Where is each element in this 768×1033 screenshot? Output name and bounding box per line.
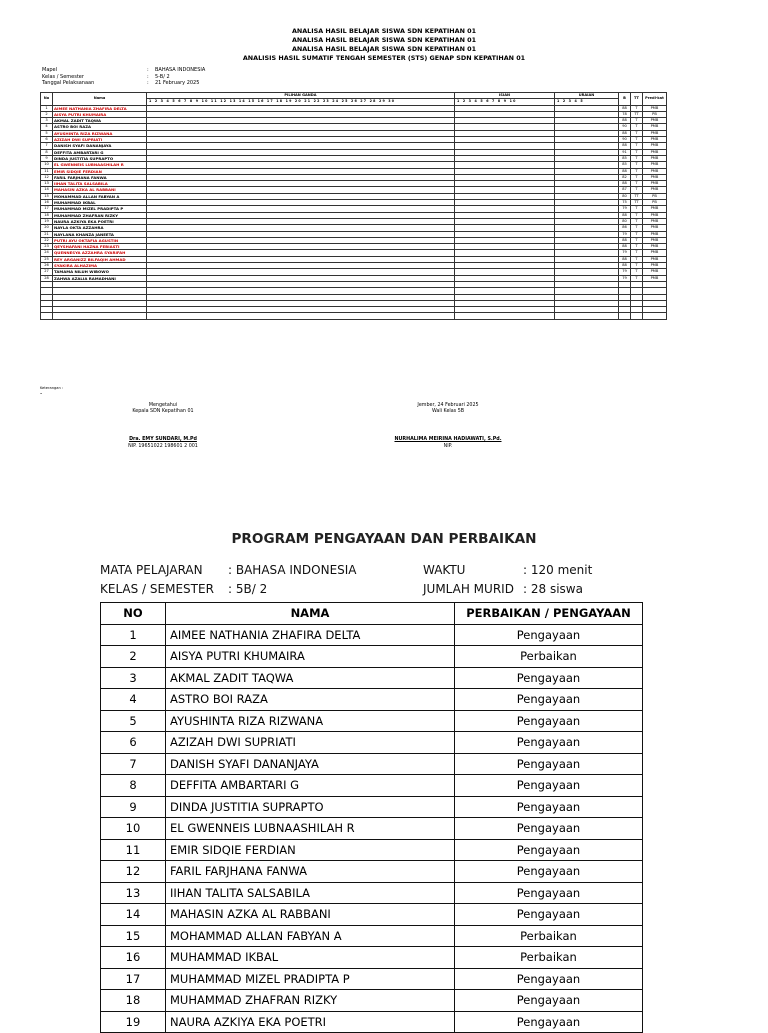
grid-cell-b: 75 (619, 200, 631, 206)
grid-cell-pred: PMB (643, 155, 667, 161)
program-cell-nama: AKMAL ZADIT TAQWA (166, 667, 455, 689)
program-cell-pp: Perbaikan (455, 925, 643, 947)
meta-row: Tanggal Pelaksanaan : 21 February 2025 (42, 80, 200, 87)
grid-summary-cell (643, 313, 667, 319)
sheet-titles (0, 27, 768, 63)
grid-cell-nama: MOHAMMAD ALLAN FABYAN A (53, 193, 147, 199)
grid-cell-no: 15 (41, 193, 53, 199)
grid-cell-pred: PMB (643, 118, 667, 124)
col-uraian-header: URAIAN (555, 93, 619, 99)
signature-left (118, 403, 208, 450)
grid-cell-nama: EL GWENNEIS LUBNAASHILAH R (53, 162, 147, 168)
grid-cell-pred: PMB (643, 124, 667, 130)
jumlah-value: : 28 siswa (523, 582, 583, 596)
grid-cell-nama: NAYLA OKTA AZZAHRA (53, 225, 147, 231)
program-cell-no: 8 (101, 775, 166, 797)
grid-cell-tt: T (631, 124, 643, 130)
program-cell-no: 1 (101, 624, 166, 646)
grid-cell-b: 82 (619, 174, 631, 180)
grid-cell-no: 11 (41, 168, 53, 174)
grid-cell-b: 88 (619, 143, 631, 149)
sheet-title-1: ANALISA HASIL BELAJAR SISWA SDN KEPATIHAN 01 (291, 27, 477, 35)
grid-cell-pred: PMB (643, 187, 667, 193)
grid-cell-tt: T (631, 263, 643, 269)
meta-label: Tanggal Pelaksanaan (42, 80, 95, 87)
grid-cell-nama: EMIR SIDQIE FERDIAN (53, 168, 147, 174)
program-cell-nama: AYUSHINTA RIZA RIZWANA (166, 710, 455, 732)
grid-cell-nama: AYUSHINTA RIZA RIZWANA (53, 130, 147, 136)
col-no-header: No (41, 93, 53, 106)
grid-summary-cell (631, 313, 643, 319)
sign-right-line1: Jember, 24 Februari 2025 (417, 403, 479, 408)
grid-cell-b: 88 (619, 244, 631, 250)
program-cell-no: 15 (101, 925, 166, 947)
program-table (100, 602, 643, 1033)
grid-cell-tt: T (631, 130, 643, 136)
grid-cell-nama: PUTRI AYU OKTAFIA AGUSTIN (53, 237, 147, 243)
program-cell-nama: MUHAMMAD IKBAL (166, 947, 455, 969)
grid-cell-b: 88 (619, 130, 631, 136)
sheet-title-2: ANALISA HASIL BELAJAR SISWA SDN KEPATIHAN 01 (291, 36, 477, 44)
program-cell-no: 19 (101, 1011, 166, 1033)
grid-cell-no: 22 (41, 237, 53, 243)
grid-cell-tt: T (631, 218, 643, 224)
grid-summary-cell (555, 313, 619, 319)
meta-label: Mapel (42, 67, 58, 73)
grid-cell-tt: TT (631, 200, 643, 206)
grid-cell-nama: MAHASIN AZKA AL RABBANI (53, 187, 147, 193)
program-cell-pp: Pengayaan (455, 624, 643, 646)
signature-right (393, 403, 503, 450)
grid-cell-tt: T (631, 149, 643, 155)
program-row (101, 689, 643, 711)
grid-cell-pred: PMB (643, 237, 667, 243)
program-row (101, 667, 643, 689)
grid-cell-pred: PMB (643, 168, 667, 174)
grid-cell-tt: T (631, 143, 643, 149)
grid-cell-nama: MUHAMMAD ZHAFRAN RIZKY (53, 212, 147, 218)
waktu-info (423, 563, 592, 577)
grid-cell-nama: AISYA PUTRI KHUMAIRA (53, 111, 147, 117)
grid-cell-b: 90 (619, 124, 631, 130)
grid-cell-no: 2 (41, 111, 53, 117)
grid-cell-tt: TT (631, 111, 643, 117)
jumlah-label: JUMLAH MURID (423, 582, 514, 596)
score-grid (40, 92, 666, 380)
program-cell-nama: ASTRO BOI RAZA (166, 689, 455, 711)
grid-cell-pred: PMB (643, 218, 667, 224)
program-cell-nama: EMIR SIDQIE FERDIAN (166, 839, 455, 861)
program-cell-pp: Pengayaan (455, 710, 643, 732)
grid-cell-pred: PMB (643, 149, 667, 155)
program-body (101, 624, 643, 1033)
grid-cell-tt: T (631, 168, 643, 174)
grid-cell-no: 1 (41, 105, 53, 111)
program-cell-nama: NAURA AZKIYA EKA POETRI (166, 1011, 455, 1033)
grid-cell-tt: T (631, 237, 643, 243)
grid-cell-no: 26 (41, 263, 53, 269)
grid-cell-b: 85 (619, 155, 631, 161)
grid-cell-no: 4 (41, 124, 53, 130)
grid-cell-pred: PMB (643, 269, 667, 275)
grid-cell-nama: IIHAN TALITA SALSABILA (53, 181, 147, 187)
mapel-info (100, 563, 357, 577)
sign-left-nip: NIP. 19651022 198601 2 001 (128, 443, 198, 449)
program-cell-no: 7 (101, 753, 166, 775)
grid-cell-pred: PMB (643, 162, 667, 168)
grid-cell-no: 8 (41, 149, 53, 155)
analysis-sheet (0, 0, 768, 500)
program-cell-pp: Pengayaan (455, 1011, 643, 1033)
grid-cell-nama: MUHAMMAD IKBAL (53, 200, 147, 206)
grid-cell-pred: PMB (643, 212, 667, 218)
grid-cell-no: 5 (41, 130, 53, 136)
sign-left-line2: Kepala SDN Kepatihan 01 (132, 409, 194, 415)
grid-cell-nama: AZIZAH DWI SUPRIATI (53, 137, 147, 143)
grid-cell-nama: MUHAMMAD MIZEL PRADIPTA P (53, 206, 147, 212)
col-pg-header: PILIHAN GANDA (147, 93, 455, 99)
grid-cell-b: 79 (619, 206, 631, 212)
program-row (101, 947, 643, 969)
grid-cell-no: 13 (41, 181, 53, 187)
sheet-title-3: ANALISA HASIL BELAJAR SISWA SDN KEPATIHAN 01 (291, 45, 477, 53)
grid-cell-pred: PMB (643, 275, 667, 281)
program-cell-pp: Pengayaan (455, 904, 643, 926)
mapel-label: MATA PELAJARAN (100, 563, 203, 577)
keterangan-item: • (40, 392, 43, 396)
grid-cell-tt: T (631, 162, 643, 168)
program-row (101, 839, 643, 861)
program-cell-no: 5 (101, 710, 166, 732)
grid-cell-pred: PMB (643, 263, 667, 269)
grid-cell-no: 3 (41, 118, 53, 124)
grid-cell-b: 88 (619, 212, 631, 218)
program-cell-nama: MAHASIN AZKA AL RABBANI (166, 904, 455, 926)
program-cell-pp: Pengayaan (455, 689, 643, 711)
program-row (101, 861, 643, 883)
program-cell-pp: Pengayaan (455, 732, 643, 754)
grid-cell-tt: T (631, 155, 643, 161)
program-row (101, 646, 643, 668)
program-row (101, 624, 643, 646)
grid-cell-tt: T (631, 225, 643, 231)
grid-cell-b: 88 (619, 263, 631, 269)
grid-cell-no: 20 (41, 225, 53, 231)
program-cell-pp: Perbaikan (455, 947, 643, 969)
grid-cell-b: 88 (619, 118, 631, 124)
program-cell-pp: Pengayaan (455, 968, 643, 990)
grid-cell-no: 17 (41, 206, 53, 212)
program-row (101, 990, 643, 1012)
program-row (101, 882, 643, 904)
grid-cell-nama: NAYLANA KHANZA JANEETA (53, 231, 147, 237)
grid-cell-no: 6 (41, 137, 53, 143)
program-cell-pp: Pengayaan (455, 753, 643, 775)
grid-cell-nama: FARIL FARJHANA FANWA (53, 174, 147, 180)
program-cell-nama: AISYA PUTRI KHUMAIRA (166, 646, 455, 668)
program-cell-no: 18 (101, 990, 166, 1012)
program-row (101, 968, 643, 990)
meta-row: Kelas / Semester : 5-B/ 2 (42, 73, 170, 80)
grid-body (41, 105, 667, 319)
program-row (101, 904, 643, 926)
sign-right-line2: Wali Kelas 5B (431, 409, 465, 415)
col-isian-header: ISIAN (455, 93, 555, 99)
kelas-label: KELAS / SEMESTER (100, 582, 214, 596)
program-cell-no: 3 (101, 667, 166, 689)
grid-cell-tt: TT (631, 193, 643, 199)
grid-summary-cell (53, 313, 147, 319)
grid-cell-tt: T (631, 256, 643, 262)
program-cell-no: 9 (101, 796, 166, 818)
program-cell-pp: Pengayaan (455, 882, 643, 904)
program-row (101, 775, 643, 797)
jumlah-info (423, 582, 583, 596)
grid-cell-b: 79 (619, 269, 631, 275)
program-row (101, 1011, 643, 1033)
program-cell-no: 12 (101, 861, 166, 883)
grid-cell-b: 91 (619, 149, 631, 155)
grid-cell-no: 24 (41, 250, 53, 256)
grid-cell-no: 16 (41, 200, 53, 206)
grid-cell-no: 23 (41, 244, 53, 250)
sheet-title-4: ANALISIS HASIL SUMATIF TENGAH SEMESTER (STS) GENAP SDN KEPATIHAN 01 (242, 54, 526, 62)
uraian-item-numbers: 1 2 3 4 5 (555, 99, 619, 105)
grid-cell-no: 9 (41, 155, 53, 161)
program-cell-pp: Pengayaan (455, 818, 643, 840)
meta-value: BAHASA INDONESIA (155, 67, 206, 73)
grid-cell-tt: T (631, 105, 643, 111)
grid-cell-b: 78 (619, 111, 631, 117)
grid-cell-no: 19 (41, 218, 53, 224)
grid-summary-cell (41, 313, 53, 319)
grid-cell-tt: T (631, 269, 643, 275)
grid-cell-nama: NAURA AZKIYA EKA POETRI (53, 218, 147, 224)
grid-cell-nama: TAMAMA NILUH WIBOWO (53, 269, 147, 275)
program-cell-nama: AZIZAH DWI SUPRIATI (166, 732, 455, 754)
grid-cell-pred: PMB (643, 130, 667, 136)
grid-cell-tt: T (631, 137, 643, 143)
meta-label: Kelas / Semester (42, 73, 84, 80)
grid-summary-cell (619, 313, 631, 319)
grid-cell-b: 85 (619, 162, 631, 168)
program-cell-nama: DINDA JUSTITIA SUPRAPTO (166, 796, 455, 818)
grid-cell-nama: ASTRO BOI RAZA (53, 124, 147, 130)
grid-cell-no: 18 (41, 212, 53, 218)
grid-cell-tt: T (631, 187, 643, 193)
sign-right-nip: NIP. (443, 443, 453, 449)
kelas-info (100, 582, 267, 596)
program-cell-nama: MOHAMMAD ALLAN FABYAN A (166, 925, 455, 947)
program-cell-pp: Pengayaan (455, 990, 643, 1012)
grid-cell-no: 21 (41, 231, 53, 237)
program-cell-nama: IIHAN TALITA SALSABILA (166, 882, 455, 904)
grid-cell-b: 80 (619, 218, 631, 224)
program-cell-pp: Pengayaan (455, 839, 643, 861)
grid-cell-pred: PMB (643, 105, 667, 111)
program-cell-no: 6 (101, 732, 166, 754)
grid-cell-nama: DANISH SYAFI DANANJAYA (53, 143, 147, 149)
grid-cell-no: 10 (41, 162, 53, 168)
program-cell-no: 16 (101, 947, 166, 969)
grid-cell-pred: PMB (643, 256, 667, 262)
keterangan (40, 385, 63, 397)
keterangan-label: Keterangan : (40, 386, 64, 390)
grid-summary-cell (147, 313, 455, 319)
grid-cell-nama: SYAKIRA ALHAZIMA (53, 263, 147, 269)
grid-cell-b: 88 (619, 105, 631, 111)
program-col-no: NO (101, 603, 166, 625)
grid-cell-no: 12 (41, 174, 53, 180)
grid-cell-no: 27 (41, 269, 53, 275)
program-row (101, 925, 643, 947)
grid-cell-pred: PMB (643, 174, 667, 180)
grid-cell-pred: PMB (643, 181, 667, 187)
program-title: PROGRAM PENGAYAAN DAN PERBAIKAN (231, 531, 537, 547)
grid-cell-no: 7 (41, 143, 53, 149)
grid-cell-pred: PMB (643, 137, 667, 143)
sign-right-name: NURHALIMA MEIRINA HADIAWATI, S.Pd. (394, 437, 502, 443)
waktu-value: : 120 menit (523, 563, 593, 577)
program-cell-no: 17 (101, 968, 166, 990)
sign-left-name: Dra. EMY SUNDARI, M.Pd (129, 437, 197, 443)
grid-cell-b: 79 (619, 275, 631, 281)
grid-cell-tt: T (631, 244, 643, 250)
program-cell-no: 2 (101, 646, 166, 668)
grid-cell-pred: PB (643, 200, 667, 206)
grid-cell-b: 79 (619, 231, 631, 237)
program-cell-pp: Perbaikan (455, 646, 643, 668)
grid-cell-pred: PB (643, 193, 667, 199)
grid-cell-b: 88 (619, 256, 631, 262)
grid-cell-tt: T (631, 250, 643, 256)
program-cell-no: 4 (101, 689, 166, 711)
grid-cell-b: 88 (619, 168, 631, 174)
pg-item-numbers: 1 2 3 4 5 6 7 8 9 10 11 12 13 14 15 16 17 18 19 20 21 22 23 24 25 26 27 28 29 30 (147, 99, 455, 105)
sign-left-line1: Mengetahui (148, 403, 178, 408)
program-row (101, 796, 643, 818)
program-row (101, 732, 643, 754)
col-predikat-header: Predi-kat (643, 93, 667, 106)
program-cell-nama: MUHAMMAD ZHAFRAN RIZKY (166, 990, 455, 1012)
grid-cell-pred: PB (643, 111, 667, 117)
grid-cell-tt: T (631, 174, 643, 180)
grid-cell-nama: QEYSHAFANI HAZNA FEBIASTI (53, 244, 147, 250)
program-cell-no: 14 (101, 904, 166, 926)
isian-item-numbers: 1 2 3 4 5 6 7 8 9 10 (455, 99, 555, 105)
grid-cell-nama: AIMEE NATHANIA ZHAFIRA DELTA (53, 105, 147, 111)
grid-cell-pred: PMB (643, 244, 667, 250)
sheet-meta (42, 67, 205, 87)
program-col-pp: PERBAIKAN / PENGAYAAN (455, 603, 643, 625)
grid-cell-b: 80 (619, 193, 631, 199)
col-tt-header: TT (631, 93, 643, 106)
grid-cell-tt: T (631, 275, 643, 281)
program-cell-nama: AIMEE NATHANIA ZHAFIRA DELTA (166, 624, 455, 646)
grid-cell-b: 79 (619, 250, 631, 256)
grid-cell-b: 86 (619, 225, 631, 231)
grid-cell-tt: T (631, 206, 643, 212)
grid-cell-b: 88 (619, 181, 631, 187)
program-row (101, 710, 643, 732)
program-col-nama: NAMA (166, 603, 455, 625)
grid-summary-row (41, 313, 667, 319)
grid-cell-nama: ZAHWA AZALIA RAMADHANI (53, 275, 147, 281)
program-cell-nama: EL GWENNEIS LUBNAASHILAH R (166, 818, 455, 840)
program-cell-no: 10 (101, 818, 166, 840)
grid-cell-no: 14 (41, 187, 53, 193)
grid-cell-b: 88 (619, 237, 631, 243)
program-cell-nama: DEFFITA AMBARTARI G (166, 775, 455, 797)
grid-cell-b: 90 (619, 137, 631, 143)
grid-cell-pred: PMB (643, 225, 667, 231)
grid-cell-pred: PMB (643, 143, 667, 149)
waktu-label: WAKTU (423, 563, 466, 577)
meta-row: Mapel : BAHASA INDONESIA (42, 67, 206, 73)
grid-cell-nama: AKMAL ZADIT TAQWA (53, 118, 147, 124)
grid-cell-pred: PMB (643, 250, 667, 256)
mapel-value: : BAHASA INDONESIA (228, 563, 357, 577)
grid-cell-nama: DEFFITA AMBARTARI G (53, 149, 147, 155)
program-cell-pp: Pengayaan (455, 667, 643, 689)
program-cell-nama: DANISH SYAFI DANANJAYA (166, 753, 455, 775)
program-cell-pp: Pengayaan (455, 861, 643, 883)
kelas-value: : 5B/ 2 (228, 582, 268, 596)
program-cell-nama: FARIL FARJHANA FANWA (166, 861, 455, 883)
grid-cell-tt: T (631, 231, 643, 237)
grid-cell-nama: DINDA JUSTITIA SUPRAPTO (53, 155, 147, 161)
col-nama-header: Nama (53, 93, 147, 106)
program-header-row (101, 603, 643, 625)
grid-cell-b: 87 (619, 187, 631, 193)
grid-cell-no: 28 (41, 275, 53, 281)
grid-cell-no: 25 (41, 256, 53, 262)
col-b-header: B (619, 93, 631, 106)
grid-cell-tt: T (631, 118, 643, 124)
grid-cell-nama: QUENNESYA AZZAHRA SYARIFAH (53, 250, 147, 256)
program-row (101, 753, 643, 775)
grid-cell-tt: T (631, 181, 643, 187)
grid-cell-pred: PMB (643, 206, 667, 212)
grid-cell-pred: PMB (643, 231, 667, 237)
grid-summary-cell (455, 313, 555, 319)
program-cell-nama: MUHAMMAD MIZEL PRADIPTA P (166, 968, 455, 990)
grid-cell-tt: T (631, 212, 643, 218)
meta-value: 21 February 2025 (155, 80, 200, 87)
meta-value: 5-B/ 2 (155, 73, 170, 80)
program-cell-pp: Pengayaan (455, 775, 643, 797)
program-row (101, 818, 643, 840)
program-cell-no: 11 (101, 839, 166, 861)
program-cell-no: 13 (101, 882, 166, 904)
grid-cell-nama: REY ARGANIZZ BILFAQIH AHMAD (53, 256, 147, 262)
program-cell-pp: Pengayaan (455, 796, 643, 818)
